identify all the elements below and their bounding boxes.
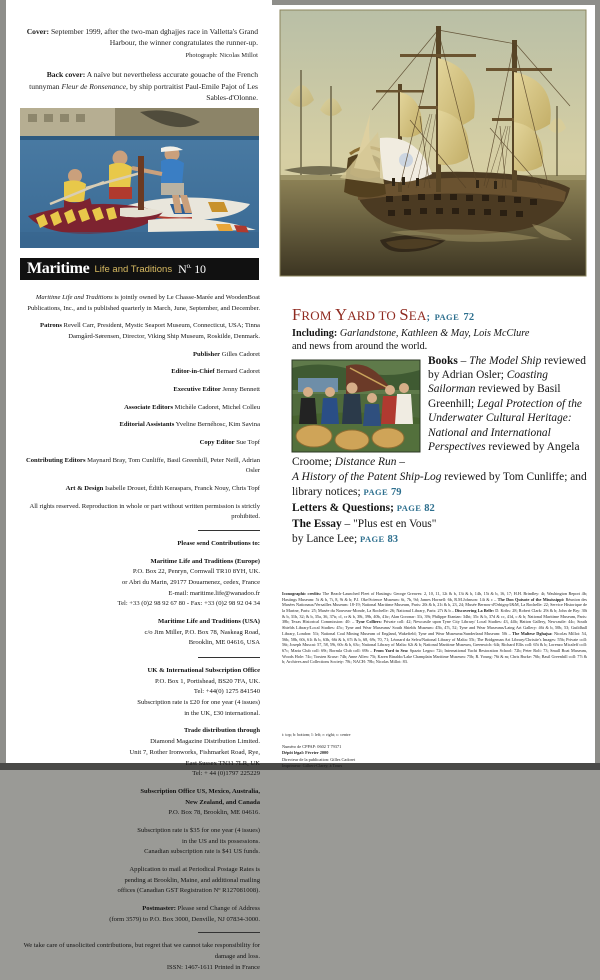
credits-section-10: From Yard to Sea: xyxy=(373,647,409,653)
us-rate-3: Canadian subscription rate is $41 US funds. xyxy=(144,848,260,856)
contributions-heading xyxy=(14,539,260,550)
art-design xyxy=(14,484,260,495)
associate-editors-label: Associate Editors xyxy=(124,403,174,411)
left-column xyxy=(6,0,272,971)
cover-note-label: Cover: xyxy=(26,27,50,36)
trade-line-1: Diamond Magazine Distribution Limited. xyxy=(150,738,260,746)
art-design-label: Art & Design xyxy=(65,485,104,493)
imprint-cppap: Numéro de CPPAP: 0602 T 79371 xyxy=(282,744,342,749)
toc-books-dash: – xyxy=(457,354,470,367)
toc-book-review-3: reviewed by Angela Croome; xyxy=(292,441,580,468)
europe-office-block xyxy=(14,557,260,610)
copy-editor xyxy=(14,438,260,449)
toc-including xyxy=(292,327,592,354)
toc-essay-label: The Essay xyxy=(292,517,342,530)
art-design-text: Isabelle Drouet, Édith Keraspars, Franck Nouy, Chris Topf xyxy=(103,485,260,493)
contributing-editors xyxy=(14,456,260,477)
associate-editors-text: Michèle Cadoret, Michel Colleu xyxy=(173,403,260,411)
table-of-contents xyxy=(292,305,592,547)
publisher-label: Publisher xyxy=(192,350,221,358)
cover-photo-art xyxy=(20,108,259,248)
europe-office-name: Maritime Life and Traditions (Europe) xyxy=(150,557,260,565)
toc-essay-page-number: 83 xyxy=(387,533,398,545)
credits-section-6: Tyne Colliers: xyxy=(355,619,382,625)
ownership-title: Maritime Life and Traditions xyxy=(35,294,113,301)
patrons-text: Revell Carr, President, Mystic Seaport Museum, Connecticut, USA; Tinna Damgård-Sørensen, Director, Viking Ship Museum, Roskilde, Denmark. xyxy=(61,322,260,341)
us-subscription-office-1: Subscription Office US, Mexico, Australia, xyxy=(140,787,260,795)
issn-line: ISSN: 1467-1611 Printed in France xyxy=(166,963,260,971)
postmaster-label: Postmaster: xyxy=(142,904,176,912)
toc-book-title-1: The Model Ship xyxy=(469,354,542,367)
credits-section-4: Discovering La Belle: xyxy=(455,608,495,614)
unsolicited-line-1: We take care of unsolicited contributions, but regret xyxy=(23,942,161,950)
iconographic-credits xyxy=(282,591,587,665)
toc-photo-art xyxy=(292,360,420,452)
credits-body-7: Private coll: 42; Newcastle upon Tyne City Library/ Local Studies: 43, 44b; Hatton Gallery, Newcastle: 44c; South Shields Library/Local Studies: 45c; Tyne and Wear Museums/ South Shields Museum: 45b, 47t, 52; Tyne and Wear Museums/Laing Art Gallery: 46t & b, 50b, 53; Guildhall Library, London: 51t; National Coal Mining Museum of England, Wakefield; Tyne and Wear Museums/Sunderland Museum: 50t – xyxy=(282,619,587,636)
executive-editor-text: Jenny Bennett xyxy=(220,386,260,394)
toc-headline-ard: ARD TO xyxy=(347,308,400,323)
divider-1 xyxy=(198,530,260,531)
toc-headline[interactable] xyxy=(292,305,592,325)
divider-2 xyxy=(198,657,260,658)
us-rate-1: Subscription rate is $35 for one year (4 issues) xyxy=(137,826,260,834)
periodical-line-2: pending at Brooklin, Maine, and additional mailing xyxy=(124,876,260,884)
toc-letters-page-label: PAGE xyxy=(396,503,422,514)
trade-heading: Trade distribution through xyxy=(184,727,260,735)
ship-painting xyxy=(280,10,586,276)
contributing-editors-label: Contributing Editors xyxy=(25,456,86,464)
masthead xyxy=(20,258,259,280)
back-cover-label: Back cover: xyxy=(46,70,86,80)
toc-essay-entry[interactable] xyxy=(292,517,592,547)
toc-including-rest: and news from around the world. xyxy=(292,341,428,353)
uk-subscription-address: P.O. Box 1, Portishead, BS20 7FA, UK. xyxy=(154,677,260,685)
editorial-assistants-label: Editorial Assistants xyxy=(119,421,175,429)
toc-essay-page-label: PAGE xyxy=(360,533,385,544)
credits-body-1: The Beach-Launched Fleet of Hastings: George Greaves: 2, 10, 11, 12t & b, 13t & b, 14b, 15t & b, 16, 17; H.H. Brindley: 4t; Washington Report 4b; Hastings Museum: 5t & b, 7t, 8, 9t & b; P.J. Oke/Science Museum: 6t, 7b, 9d; James Hornell: 6b, R.M.Johnson: 14t & c – xyxy=(282,591,588,602)
uk-subscription-rate-2: in the UK, £30 international. xyxy=(184,709,260,717)
editor-in-chief-label: Editor-in-Chief xyxy=(171,368,215,376)
toc-headline-page-number: 72 xyxy=(463,312,475,323)
us-rate-2: in the US and its possessions. xyxy=(181,837,260,845)
cover-notes xyxy=(6,0,272,104)
executive-editor xyxy=(14,385,260,396)
page-gutter-right xyxy=(595,0,600,770)
contributions-block xyxy=(14,539,260,649)
toc-history-page-number: 79 xyxy=(390,487,402,499)
usa-address-1: c/o Jim Miller, P.O. Box 78, Naskeag Road, xyxy=(144,628,260,636)
ship-painting-art xyxy=(280,10,586,276)
imprint-printer: Imprimeur: Gilbert-Clarey, à Tours xyxy=(282,763,343,769)
uk-subscription-office: UK & International Subscription Office xyxy=(147,667,260,675)
toc-history-rest: reviewed by Tom Cunliffe; and library notices; xyxy=(292,471,587,499)
toc-headline-page-label: PAGE xyxy=(434,312,460,322)
editorial-assistants xyxy=(14,420,260,431)
editorial-assistants-text: Yveline Bernéhosc, Kim Savina xyxy=(174,421,260,429)
periodical-line-3: offices (Canadian GST Registration Nº R127081008). xyxy=(117,887,260,895)
credits-section-2: The Don Quixote of the Mississippi: xyxy=(497,596,565,602)
toc-book-review-2: reviewed by Basil Greenhill; xyxy=(428,383,561,410)
masthead-issue-prefix: N xyxy=(178,261,187,276)
toc-letters-label: Letters & Questions; xyxy=(292,502,394,515)
usa-office-name: Maritime Life and Traditions (USA) xyxy=(158,618,260,626)
cover-photograph xyxy=(20,108,259,248)
trade-telephone: Tel: + 44 (0)1797 225229 xyxy=(192,770,260,778)
patrons-label: Patrons xyxy=(40,322,62,330)
credits-legend: t: top; b: bottom; l: left; r: right; c: centre xyxy=(282,732,351,737)
usa-office-block xyxy=(14,617,260,649)
europe-telephone: Tel: +33 (0)2 98 92 67 80 - Fax: +33 (0)2 98 92 04 34 xyxy=(117,600,260,608)
editor-in-chief xyxy=(14,367,260,378)
cover-note xyxy=(20,26,258,60)
masthead-issue xyxy=(178,262,206,277)
toc-photograph xyxy=(292,360,420,452)
trade-line-3: East Sussex TN31 7LR, UK xyxy=(185,759,260,767)
back-cover-text-2: , by ship portraitist Paul-Emile Pajot of Les Sables-d'Olonne. xyxy=(125,81,258,103)
back-cover-note xyxy=(20,69,258,103)
publisher-text: Gilles Cadoret xyxy=(220,350,260,358)
toc-book-review-1: reviewed by Adrian Osler; xyxy=(428,354,586,381)
toc-history-entry[interactable] xyxy=(292,470,592,500)
masthead-issue-sup: o. xyxy=(186,261,192,270)
periodical-postage xyxy=(14,865,260,897)
toc-book-title-4: Distance Run – xyxy=(334,455,405,468)
toc-including-label: Including: xyxy=(292,328,338,339)
credits-body-11: Spazio Legno: 72t; International Yacht Restoration School: 72b; Peter Rolt: 73; Small Boat Museum, Woods Hole: 74c; Torsten Kruse: 74b; Anne Allen: 75t; Karen Rinaldo/Lake Champlain Maritime Museum: 75b; R. Young: 76t & m; Chris Burke: 76b; Basil Greenhill coll: 77t & b; Archives and Collections Society: 78t; NACH: 78b; Nicolas Millot: 83. xyxy=(282,647,587,665)
periodical-line-1: Application to mail at Periodical Postage Rates is xyxy=(129,865,260,873)
credits-section-8: The Maltese Dghajsa: xyxy=(512,630,553,636)
postmaster-text: Please send Change of Address xyxy=(175,904,260,912)
europe-email[interactable]: E-mail: maritime.life@wanadoo.fr xyxy=(168,589,260,597)
toc-essay-author: by Lance Lee; xyxy=(292,532,358,545)
executive-editor-label: Executive Editor xyxy=(173,386,221,394)
masthead-title: Maritime xyxy=(27,260,90,277)
toc-book-title-3: Legal Protection of the Underwater Cultural Heritage: National and International Perspectives xyxy=(428,397,582,454)
uk-subscription-rate-1: Subscription rate is £20 for one year (4 issues) xyxy=(137,699,260,707)
credits-body-5: D. Kribs: 28; Robert Clark: 29t & b; John de Bry: 30t & b, 31b, 32; & b, 35a, 36, 37tr, cl, cr & b, 38t, 39b, 40b, 41tr; Alan Goronar: 31t, 39t; Philippe Etanian: 34bt; 35c & b, 37d & cc, 41d, c & b; National Maritime Museum, Paris: 38b; Texas Historical Commission: 40: – xyxy=(282,608,587,625)
toc-headline-rom: ROM xyxy=(301,308,336,323)
unsolicited-notice xyxy=(14,941,260,973)
uk-subscription-tel: Tel: +44(0) 1275 841540 xyxy=(193,688,260,696)
credits-body-9: Nicolas Millot: 54, 56b, 58b, 60t, 61t & b, 63b, 66t & b, 67t & b, 68, 69r, 70, 71; Léonard da Selva/National Library of Malta: 55t; The Bridgeman Art Library/Christie's Images: 55b; Private coll: 56t; Joseph Muscat: 57, 58, 59t, 60c & b, 63c; National Library of Malta: 62t & b; National Maritime Museum, Greenwich: 64t; Richard Ellis coll: 65t & b; Lorenzo Micaleff coll: 67c; Maria Club coll: 69t; Bormla Club coll: 69b – xyxy=(282,630,587,653)
copy-editor-label: Copy Editor xyxy=(199,439,235,447)
colophon xyxy=(14,293,260,980)
right-column xyxy=(272,5,595,769)
toc-letters-page-number: 82 xyxy=(424,503,435,515)
masthead-issue-number: 10 xyxy=(194,261,206,276)
toc-headline-y: Y xyxy=(335,305,348,324)
contributing-editors-text: Maynard Bray, Tom Cunliffe, Basil Greenhill, Peter Neill, Adrian Osler xyxy=(85,456,260,475)
patrons xyxy=(14,321,260,342)
us-subscription-block xyxy=(14,787,260,819)
ownership-text: is jointly owned by Le Chasse-Marée and WoodenBoat Publications, Inc., and is published quarterly in March, June, September, and December. xyxy=(27,294,260,312)
copy-editor-text: Sue Topf xyxy=(234,439,260,447)
cover-photo-credit: Photograph: Nicolas Millot xyxy=(185,51,258,59)
toc-headline-f: F xyxy=(292,305,302,324)
credits-heading: Iconographic credits: xyxy=(282,591,322,596)
imprint-legal-deposit: Dépôt légal: Février 2000 xyxy=(282,750,329,756)
toc-including-titles: Garlandstone, Kathleen & May, Lois McClure xyxy=(337,328,530,339)
trade-line-2: Unit 7, Rother Ironworks, Fishmarket Road, Rye, xyxy=(129,748,260,756)
trade-distribution-block xyxy=(14,726,260,779)
us-subscription-address: P.O. Box 78, Brooklin, ME 04616. xyxy=(168,809,260,817)
toc-letters-entry[interactable] xyxy=(292,501,592,516)
postmaster-notice xyxy=(14,904,260,925)
back-cover-title: Fleur de Ronsenance xyxy=(61,81,126,91)
back-cover-text-1: A naïve but nevertheless accurate gouache of the French tunnyman xyxy=(29,70,258,91)
imprint-block xyxy=(282,744,587,770)
us-subscription-rates xyxy=(14,826,260,858)
masthead-subtitle: Life and Traditions xyxy=(94,263,173,275)
associate-editors xyxy=(14,403,260,414)
usa-address-2: Brooklin, ME 04616, USA xyxy=(188,639,260,647)
divider-3 xyxy=(198,932,260,933)
toc-headline-semicolon: ; xyxy=(426,312,431,323)
toc-history-title: A History of the Patent Ship-Log xyxy=(292,471,442,484)
toc-headline-s: S xyxy=(399,305,409,324)
credits-body-3: Réunion des Musées Nationaux/Versailles Museum: 18-19; National Maritime Museum, Paris: 20t & b, 21t & b, 23, 24; Musée Bernou-d'Orbigny/J&M, La Rochelle: 22; Service Historique de la Marine, Paris: 25; Musée du Nouveau-Monde, La Rochelle: 26; National Library, Paris: 27t & b – xyxy=(282,596,588,614)
toc-headline-ea: EA xyxy=(408,308,427,323)
toc-history-page-label: PAGE xyxy=(363,487,389,498)
contributions-heading-text: Please send Contributions to: xyxy=(177,540,260,548)
ownership-statement xyxy=(14,293,260,314)
europe-address-2: or Abri du Marin, 29177 Douarnenez, cedex, France xyxy=(121,579,260,587)
toc-books-label: Books xyxy=(428,354,458,367)
toc-essay-title: – "Plus est en Vous" xyxy=(341,517,437,530)
us-subscription-office-2: New Zealand, and Canada xyxy=(185,798,260,806)
uk-subscription-block xyxy=(14,666,260,719)
publisher xyxy=(14,350,260,361)
editor-in-chief-text: Bernard Cadoret xyxy=(214,368,260,376)
imprint-director: Directeur de la publication: Gilles Cadoret xyxy=(282,756,356,762)
cover-note-text: September 1999, after the two-man dghajjes race in Valletta's Grand Harbour, the winner congratulates the runner-up. xyxy=(49,27,258,48)
unsolicited-line-2: that we cannot take responsibility for damage and loss. xyxy=(162,942,260,960)
toc-book-title-2: Coasting Sailorman xyxy=(428,368,548,396)
postmaster-address: (form 3579) to P.O. Box 3000, Denville, NJ 07834-3000. xyxy=(109,915,260,923)
rights-statement: All rights reserved. Reproduction in whole or part without written permission is strictly prohibited. xyxy=(29,502,260,521)
europe-address-1: P.O. Box 22, Penryn, Cornwall TR10 8YH, UK. xyxy=(132,568,260,576)
